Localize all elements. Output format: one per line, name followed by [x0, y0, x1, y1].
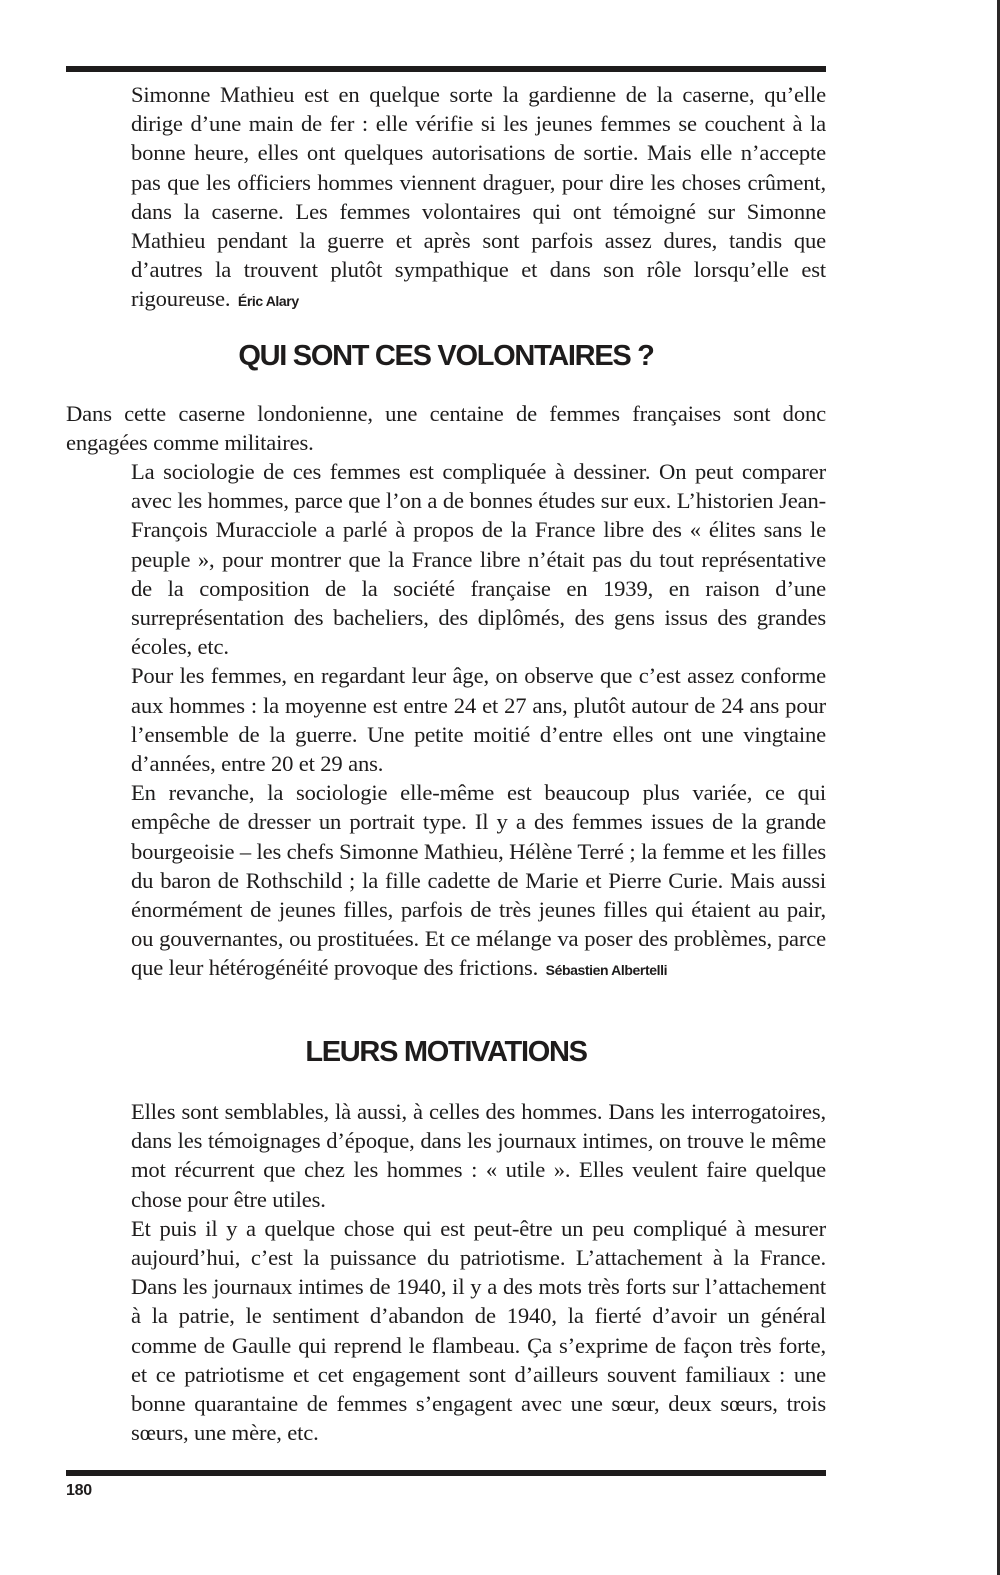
- top-rule: [66, 66, 826, 72]
- motivations-section: [131, 1097, 826, 1447]
- heading-leurs-motivations: LEURS MOTIVATIONS: [305, 1036, 587, 1068]
- intro-section: [131, 80, 826, 317]
- volontaires-paragraph-2: Pour les femmes, en regardant leur âge, on observe que c’est assez conforme aux hommes : la moyenne est entre 24 et 27 ans, plutôt autour de 24 ans pour l’ensemble de la guerre. Une petite moitié d’entre elles ont une vingtaine d’années, entre 20 et 29 ans.: [131, 663, 826, 777]
- intro-paragraph-text: Simonne Mathieu est en quelque sorte la gardienne de la caserne, qu’elle dirige d’une main de fer : elle vérifie si les jeunes femmes se couchent à la bonne heure, elles ont quelques autorisations de sortie. Mais elle n’accepte pas que les officiers hommes viennent draguer, pour dire les choses crûment, dans la caserne. Les femmes volontaires qui ont témoigné sur Simonne Mathieu pendant la guerre et après sont parfois assez dures, tandis que d’autres la trouvent plutôt sympathique et dans son rôle lorsqu’elle est rigoureuse.: [131, 82, 826, 312]
- bottom-rule: [66, 1470, 826, 1476]
- volontaires-paragraph-3: [131, 778, 826, 985]
- volontaires-lead-paragraph: Dans cette caserne londonienne, une centaine de femmes françaises sont donc engagées comme militaires.: [66, 401, 826, 456]
- motivations-paragraph-2: Et puis il y a quelque chose qui est peut-être un peu compliqué à mesurer aujourd’hui, c’est la puissance du patriotisme. L’attachement à la France. Dans les journaux intimes de 1940, il y a des mots très forts sur l’attachement à la patrie, le sentiment d’abandon de 1940, la fierté d’avoir un général comme de Gaulle qui reprend le flambeau. Ça s’exprime de façon très forte, et ce patriotisme et cet engagement sont d’ailleurs souvent familiaux : une bonne quarantaine de femmes s’engagent avec une sœur, deux sœurs, trois sœurs, une mère, etc.: [131, 1215, 826, 1446]
- volontaires-lead: [66, 399, 826, 457]
- intro-paragraph: [131, 80, 826, 317]
- byline-eric-alary: Éric Alary: [237, 293, 299, 310]
- byline-sebastien-albertelli: Sébastien Albertelli: [545, 962, 668, 979]
- heading-qui-sont-ces-volontaires: QUI SONT CES VOLONTAIRES ?: [238, 340, 654, 372]
- volontaires-paragraph-3-text: En revanche, la sociologie elle-même est beaucoup plus variée, ce qui empêche de dresser un portrait type. Il y a des femmes issues de la grande bourgeoisie – les chefs Simonne Mathieu, Hélène Terré ; la femme et les filles du baron de Rothschild ; la fille cadette de Marie et Pierre Curie. Mais aussi énormément de jeunes filles, parfois de très jeunes filles qui étaient au pair, ou gouvernantes, ou prostituées. Et ce mélange va poser des problèmes, parce que leur hétérogénéité provoque des frictions.: [131, 780, 826, 981]
- page-number: 180: [66, 1482, 92, 1499]
- volontaires-section: [131, 457, 826, 986]
- volontaires-paragraph-1: La sociologie de ces femmes est compliquée à dessiner. On peut comparer avec les hommes, parce que l’on a de bonnes études sur eux. L’historien Jean-François Muracciole a parlé à propos de la France libre des « élites sans le peuple », pour montrer que la France libre n’était pas du tout représentative de la composition de la société française en 1939, en raison d’une surreprésentation des bacheliers, des diplômés, des gens issus des grandes écoles, etc.: [131, 459, 826, 660]
- motivations-paragraph-1: Elles sont semblables, là aussi, à celles des hommes. Dans les interrogatoires, dans les témoignages d’époque, dans les journaux intimes, on trouve le même mot récurrent que chez les hommes : « utile ». Elles veulent faire quelque chose pour être utiles.: [131, 1099, 826, 1212]
